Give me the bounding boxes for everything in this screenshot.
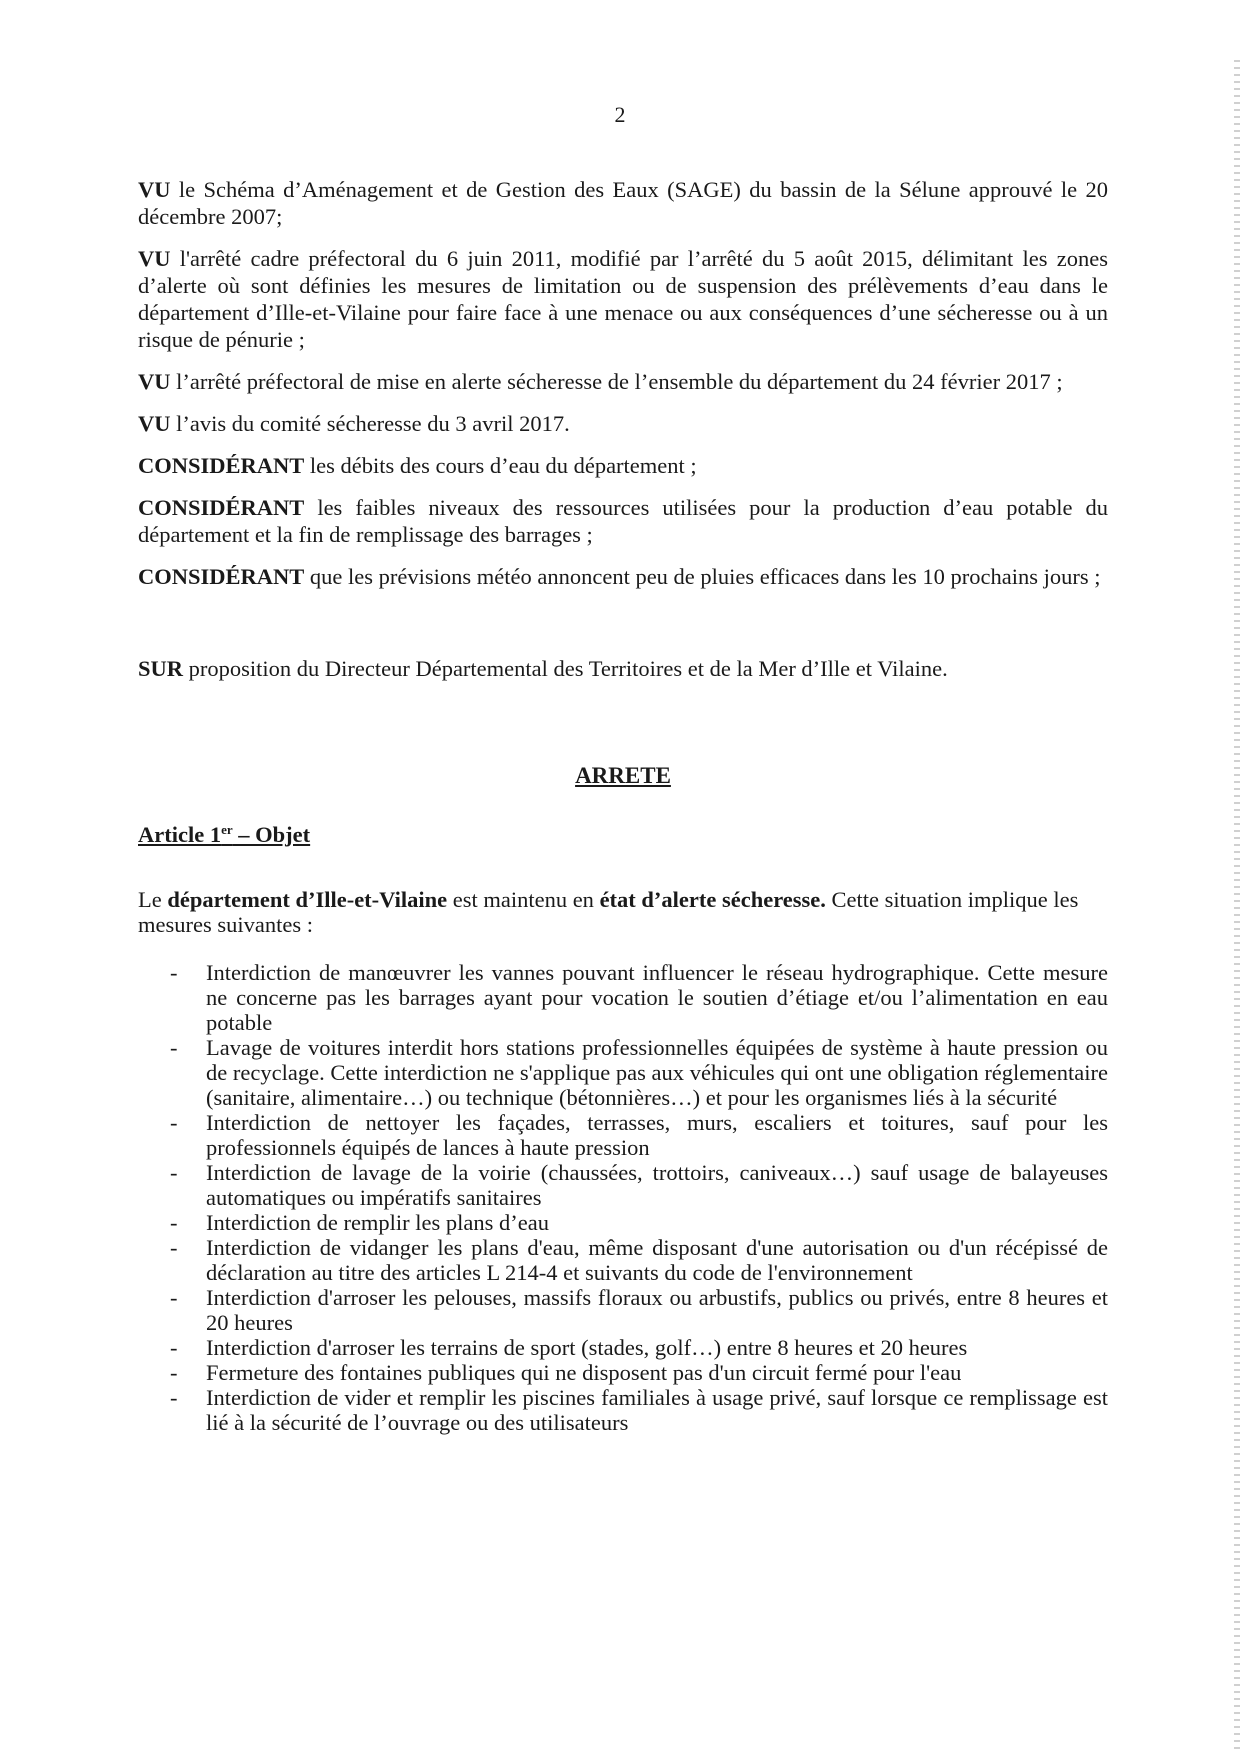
- preamble-paragraph: [138, 368, 1108, 395]
- bullet-dash: -: [170, 1109, 178, 1135]
- measure-text: Interdiction de manœuvrer les vannes pouvant influencer le réseau hydrographique. Cette mesure ne concerne pas les barrages ayant pour vocation le soutien d’étiage et/ou l’alimentation en eau potable: [206, 959, 1108, 1035]
- list-item: [138, 1210, 1108, 1235]
- list-item: [138, 1335, 1108, 1360]
- preamble-lead: VU: [138, 246, 171, 271]
- proposal-text: proposition du Directeur Départemental des Territoires et de la Mer d’Ille et Vilaine.: [183, 656, 948, 681]
- list-item: [138, 1360, 1108, 1385]
- article-title-sup: er: [221, 822, 233, 837]
- measure-text: Interdiction d'arroser les terrains de sport (stades, golf…) entre 8 heures et 20 heures: [206, 1334, 968, 1360]
- preamble-paragraph: [138, 410, 1108, 437]
- proposal-paragraph: [138, 655, 1108, 682]
- page-number: 2: [614, 102, 626, 127]
- measure-text: Interdiction de remplir les plans d’eau: [206, 1209, 550, 1235]
- bullet-dash: -: [170, 1359, 178, 1385]
- considerant-lead: CONSIDÉRANT: [138, 495, 305, 520]
- preamble-text: l’avis du comité sécheresse du 3 avril 2017.: [170, 411, 570, 436]
- bullet-dash: -: [170, 1334, 178, 1360]
- intro-text: est maintenu en: [447, 887, 600, 912]
- considerant-paragraph: [138, 452, 1108, 479]
- document-body: [138, 176, 1108, 1435]
- preamble-text: l’arrêté préfectoral de mise en alerte sécheresse de l’ensemble du département du 24 février 2017 ;: [170, 369, 1063, 394]
- preamble-text: l'arrêté cadre préfectoral du 6 juin 2011, modifié par l’arrêté du 5 août 2015, délimitant les zones d’alerte où sont définies les mesures de limitation ou de suspension des prélèvements d’eau dans le département d’Ille-et-Vilaine pour faire face à une menace ou aux conséquences d’une sécheresse ou à un risque de pénurie ;: [138, 246, 1108, 352]
- list-item: [138, 1385, 1108, 1435]
- preamble-text: le Schéma d’Aménagement et de Gestion des Eaux (SAGE) du bassin de la Sélune approuvé le 20 décembre 2007;: [138, 177, 1108, 229]
- decree-heading: ARRETE: [575, 763, 671, 788]
- scan-edge-artifact: [1234, 60, 1240, 1754]
- measure-text: Lavage de voitures interdit hors stations professionnelles équipées de système à haute pression ou de recyclage. Cette interdiction ne s'applique pas aux véhicules qui ont une obligation réglementaire (sanitaire, alimentaire…) ou technique (bétonnières…) et pour les organismes liés à la sécurité: [206, 1034, 1108, 1110]
- preamble-paragraph: [138, 245, 1108, 353]
- bullet-dash: -: [170, 1284, 178, 1310]
- preamble-paragraph: [138, 176, 1108, 230]
- bullet-dash: -: [170, 1034, 178, 1060]
- article-title-prefix: Article 1: [138, 822, 222, 847]
- considerant-text: les faibles niveaux des ressources utilisées pour la production d’eau potable du département et la fin de remplissage des barrages ;: [138, 495, 1108, 547]
- considerant-text: les débits des cours d’eau du département ;: [304, 453, 697, 478]
- bullet-dash: -: [170, 1209, 178, 1235]
- measures-list: [138, 960, 1108, 1435]
- preamble-lead: VU: [138, 411, 171, 436]
- considerant-lead: CONSIDÉRANT: [138, 564, 305, 589]
- measure-text: Interdiction de lavage de la voirie (chaussées, trottoirs, caniveaux…) sauf usage de balayeuses automatiques ou impératifs sanitaires: [206, 1159, 1108, 1210]
- proposal-lead: SUR: [138, 656, 184, 681]
- intro-text: Le: [138, 887, 168, 912]
- bullet-dash: -: [170, 1234, 178, 1260]
- list-item: [138, 960, 1108, 1035]
- considerant-text: que les prévisions météo annoncent peu de pluies efficaces dans les 10 prochains jours ;: [304, 564, 1101, 589]
- article-title-suffix: – Objet: [232, 822, 311, 847]
- bullet-dash: -: [170, 1384, 178, 1410]
- intro-text: Cette situation implique les mesures suivantes :: [138, 887, 1079, 937]
- list-item: [138, 1160, 1108, 1210]
- preamble-lead: VU: [138, 369, 171, 394]
- list-item: [138, 1235, 1108, 1285]
- considerant-lead: CONSIDÉRANT: [138, 453, 305, 478]
- measure-text: Interdiction d'arroser les pelouses, massifs floraux ou arbustifs, publics ou privés, entre 8 heures et 20 heures: [206, 1284, 1108, 1335]
- intro-bold-alert: état d’alerte sécheresse.: [599, 887, 826, 912]
- bullet-dash: -: [170, 1159, 178, 1185]
- article-intro: [138, 887, 1108, 937]
- considerant-paragraph: [138, 563, 1108, 590]
- article-title: [138, 821, 1108, 848]
- measure-text: Interdiction de nettoyer les façades, terrasses, murs, escaliers et toitures, sauf pour les professionnels équipés de lances à haute pression: [206, 1109, 1108, 1160]
- list-item: [138, 1110, 1108, 1160]
- list-item: [138, 1035, 1108, 1110]
- measure-text: Interdiction de vidanger les plans d'eau, même disposant d'une autorisation ou d'un récépissé de déclaration au titre des articles L 214-4 et suivants du code de l'environnement: [206, 1234, 1108, 1285]
- list-item: [138, 1285, 1108, 1335]
- measure-text: Fermeture des fontaines publiques qui ne disposent pas d'un circuit fermé pour l'eau: [206, 1359, 962, 1385]
- intro-bold-department: département d’Ille-et-Vilaine: [167, 887, 448, 912]
- bullet-dash: -: [170, 959, 178, 985]
- considerant-paragraph: [138, 494, 1108, 548]
- measure-text: Interdiction de vider et remplir les piscines familiales à usage privé, sauf lorsque ce remplissage est lié à la sécurité de l’ouvrage ou des utilisateurs: [206, 1384, 1108, 1435]
- preamble-lead: VU: [138, 177, 171, 202]
